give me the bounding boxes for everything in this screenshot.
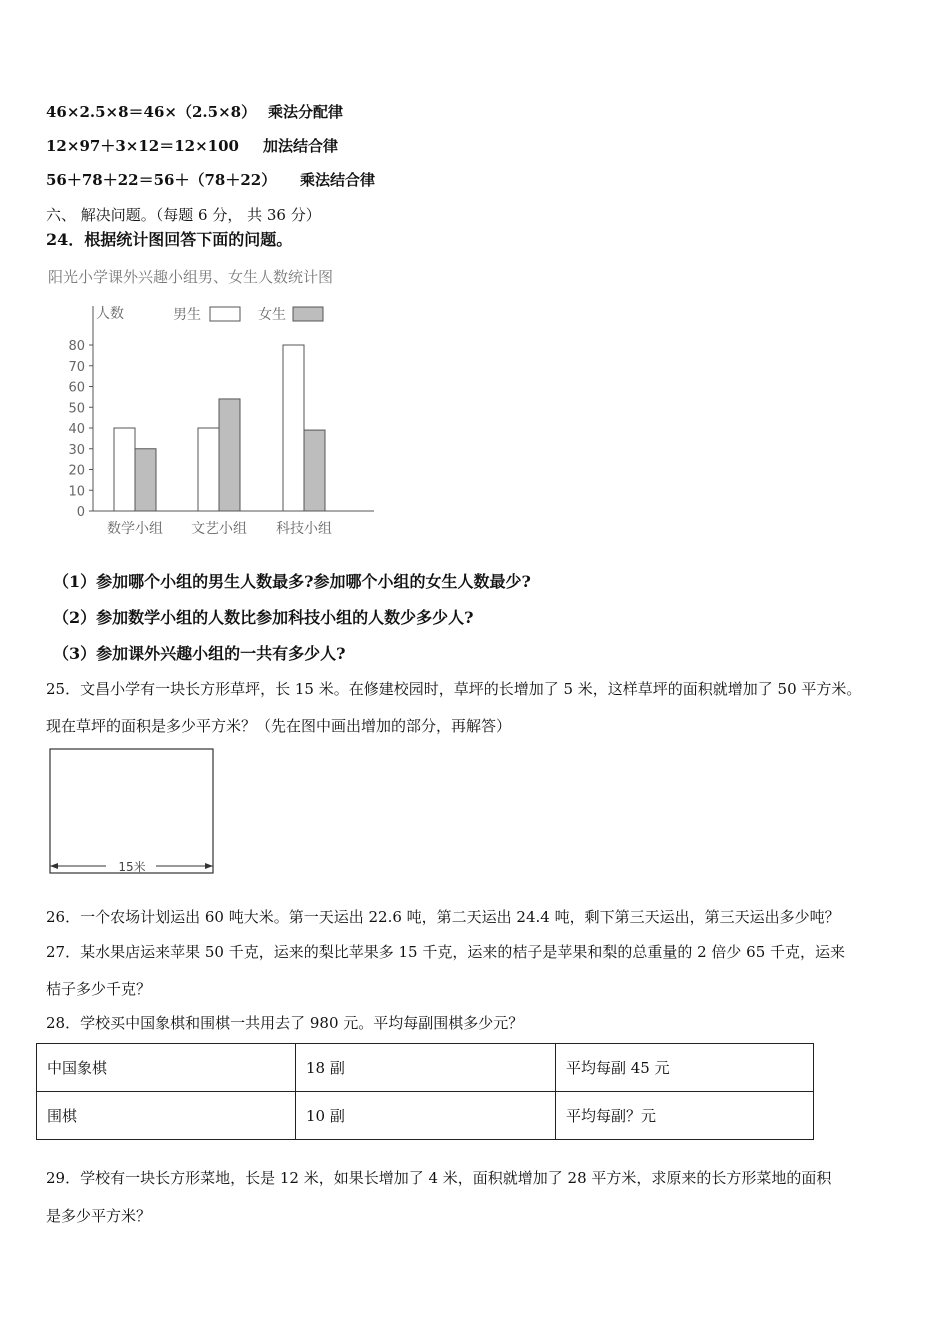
q25-line-1: 25．文昌小学有一块长方形草坪，长 15 米。在修建校园时，草坪的长增加了 5 米，这样草坪的面积就增加了 50 平方米。 (46, 680, 862, 698)
table-cell: 18 副 (296, 1044, 556, 1092)
q29-line-1: 29．学校有一块长方形菜地，长是 12 米，如果长增加了 4 米，面积就增加了 28 平方米，求原来的长方形菜地的面积 (46, 1169, 832, 1187)
y-tick-label: 20 (68, 463, 85, 479)
table-cell: 10 副 (296, 1092, 556, 1140)
section-heading: 六、 解决问题。（每题 6 分， 共 36 分） (46, 206, 321, 224)
bar-male-2 (198, 428, 219, 511)
legend (173, 306, 323, 323)
q27-line-1: 27．某水果店运来苹果 50 千克，运来的梨比苹果多 15 千克，运来的桔子是苹果和梨的总重量的 2 倍少 65 千克，运来 (46, 943, 846, 961)
q28-stem: 28．学校买中国象棋和围棋一共用去了 980 元。平均每副围棋多少元？ (46, 1014, 524, 1032)
bar-female-1 (135, 449, 156, 511)
lawn-rectangle-diagram (44, 745, 224, 880)
y-tick-label: 80 (68, 339, 85, 354)
legend-female-label: 女生 (258, 307, 286, 323)
table-cell: 平均每副？元 (556, 1092, 814, 1140)
q27-line-2: 桔子多少千克？ (46, 980, 152, 998)
q24-sub-1: （1）参加哪个小组的男生人数最多?参加哪个小组的女生人数最少? (53, 572, 531, 591)
q24-stem: 24．根据统计图回答下面的问题。 (46, 230, 293, 249)
y-tick-label: 50 (68, 401, 85, 417)
law-name-2: 加法结合律 (263, 137, 339, 155)
category-label: 文艺小组 (191, 521, 247, 537)
table-cell: 平均每副 45 元 (556, 1044, 814, 1092)
table-row (37, 1044, 814, 1092)
bar-male-3 (283, 345, 304, 511)
table-cell: 中国象棋 (37, 1044, 296, 1092)
q24-sub-2: （2）参加数学小组的人数比参加科技小组的人数少多少人? (53, 608, 474, 627)
y-axis-label: 人数 (96, 306, 124, 322)
arrow-left-icon (50, 863, 58, 869)
bar-chart (40, 262, 380, 547)
category-label: 数学小组 (107, 521, 163, 537)
q28-table (36, 1043, 814, 1140)
bar-male-1 (114, 428, 135, 511)
legend-male-swatch (210, 307, 240, 321)
bar-female-3 (304, 430, 325, 511)
length-label: 15米 (118, 860, 146, 874)
y-tick-label: 40 (68, 422, 85, 437)
legend-male-label: 男生 (173, 307, 201, 323)
legend-female-swatch (293, 307, 323, 321)
arrow-right-icon (205, 863, 213, 869)
law-name-3: 乘法结合律 (300, 171, 376, 189)
q29-line-2: 是多少平方米？ (46, 1207, 152, 1225)
law-expression-1: 46×2.5×8＝46×（2.5×8） (46, 103, 257, 121)
y-tick-label: 70 (68, 359, 85, 375)
q24-sub-3: （3）参加课外兴趣小组的一共有多少人? (53, 644, 346, 663)
lawn-rectangle (50, 749, 213, 873)
y-tick-label: 10 (68, 484, 85, 500)
chart-title: 阳光小学课外兴趣小组男、女生人数统计图 (48, 268, 334, 286)
law-expression-3: 56＋78＋22＝56＋（78＋22） (46, 171, 277, 189)
y-tick-label: 60 (68, 380, 85, 396)
law-expression-2: 12×97＋3×12＝12×100 (46, 137, 239, 155)
law-name-1: 乘法分配律 (268, 103, 344, 121)
q26-text: 26．一个农场计划运出 60 吨大米。第一天运出 22.6 吨，第二天运出 24.4 吨，剩下第三天运出，第三天运出多少吨？ (46, 908, 840, 926)
q25-line-2: 现在草坪的面积是多少平方米？（先在图中画出增加的部分，再解答） (46, 717, 512, 735)
bar-female-2 (219, 399, 240, 511)
y-tick-label: 30 (68, 442, 85, 458)
table-cell: 围棋 (37, 1092, 296, 1140)
y-tick-label: 0 (76, 505, 85, 520)
category-label: 科技小组 (276, 521, 332, 537)
table-row (37, 1092, 814, 1140)
